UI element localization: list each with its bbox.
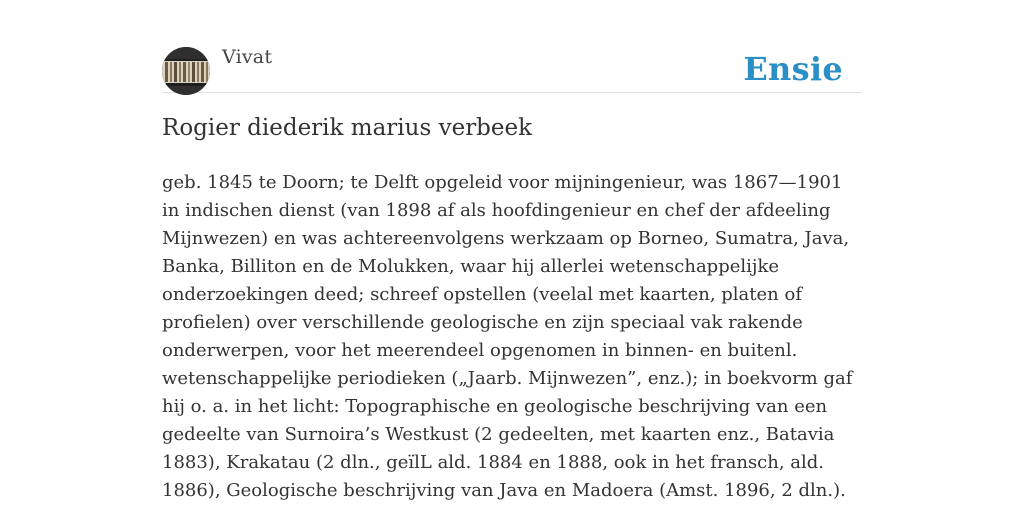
brand-logo[interactable]: Ensie bbox=[743, 50, 843, 88]
page bbox=[162, 0, 862, 501]
author-name[interactable]: Vivat bbox=[222, 46, 273, 68]
avatar[interactable] bbox=[162, 47, 210, 95]
entry-text: geb. 1845 te Doorn; te Delft opgeleid voor mijningenieur, was 1867—1901 in indischen dienst (van 1898 af als hoofdingenieur en chef der afdeeling Mijnwezen) en was achtereenvolgens werkzaam op Borneo, Sumatra, Java, Banka, Billiton en de Molukken, waar hij allerlei wetenschappelijke onderzoekingen deed; schreef opstellen (veelal met kaarten, platen of profielen) over verschillende geologische en zijn speciaal vak rakende onderwerpen, voor het meerendeel opgenomen in binnen- en buitenl. wetenschappelijke periodieken („Jaarb. Mijnwezen”, enz.); in boekvorm gaf hij o. a. in het licht: Topographische en geologische beschrijving van een gedeelte van Surnoira’s Westkust (2 gedeelten, met kaarten enz., Batavia 1883), Krakatau (2 dln., geïlL ald. 1884 en 1888, ook in het fransch, ald. 1886), Geologische beschrijving van Java en Madoera (Amst. 1896, 2 dln.). bbox=[162, 172, 853, 501]
header bbox=[162, 0, 862, 93]
entry-title: Rogier diederik marius verbeek bbox=[162, 115, 533, 141]
bookshelf-avatar-icon bbox=[162, 47, 210, 95]
